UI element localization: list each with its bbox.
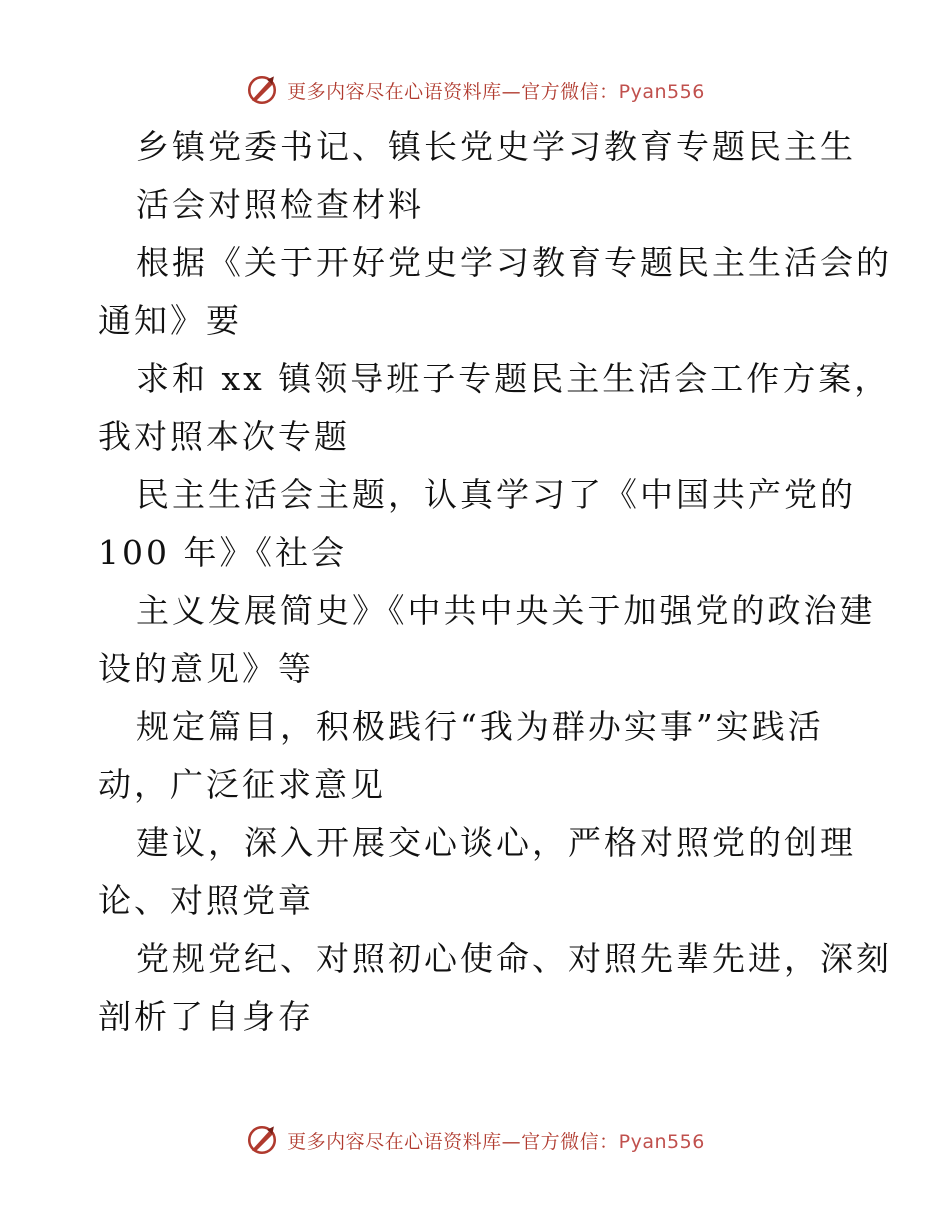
doc-line: 主义发展简史》《中共中央关于加强党的政治建 — [136, 591, 876, 630]
pen-logo-icon — [245, 1123, 279, 1157]
wechat-id: Pyan556 — [618, 80, 705, 103]
pen-logo-icon — [245, 73, 279, 107]
doc-line: 动，广泛征求意见 — [98, 765, 386, 804]
doc-line: 活会对照检查材料 — [136, 185, 424, 224]
wechat-id: Pyan556 — [618, 1130, 705, 1153]
doc-line: 党规党纪、对照初心使命、对照先辈先进，深刻 — [136, 939, 892, 978]
doc-line: 剖析了自身存 — [98, 997, 314, 1036]
banner-text: 更多内容尽在心语资料库—官方微信：Pyan556 — [287, 80, 705, 103]
doc-line: 规定篇目，积极践行“我为群办实事”实践活 — [136, 707, 824, 746]
banner-text: 更多内容尽在心语资料库—官方微信：Pyan556 — [287, 1130, 705, 1153]
doc-line: 100 年》《社会 — [98, 533, 347, 572]
doc-line: 设的意见》等 — [98, 649, 314, 688]
doc-line: 通知》要 — [98, 301, 242, 340]
doc-line: 乡镇党委书记、镇长党史学习教育专题民主生 — [136, 127, 856, 166]
doc-line: 论、对照党章 — [98, 881, 314, 920]
doc-line: 求和 xx 镇领导班子专题民主生活会工作方案， — [136, 359, 891, 398]
doc-line: 建议，深入开展交心谈心，严格对照党的创理 — [136, 823, 856, 862]
doc-line: 我对照本次专题 — [98, 417, 350, 456]
document-body — [98, 118, 892, 1046]
doc-line: 民主生活会主题，认真学习了《中国共产党的 — [136, 475, 856, 514]
footer-watermark-banner — [0, 1120, 950, 1160]
doc-line: 根据《关于开好党史学习教育专题民主生活会的 — [136, 243, 892, 282]
header-watermark-banner — [0, 70, 950, 110]
